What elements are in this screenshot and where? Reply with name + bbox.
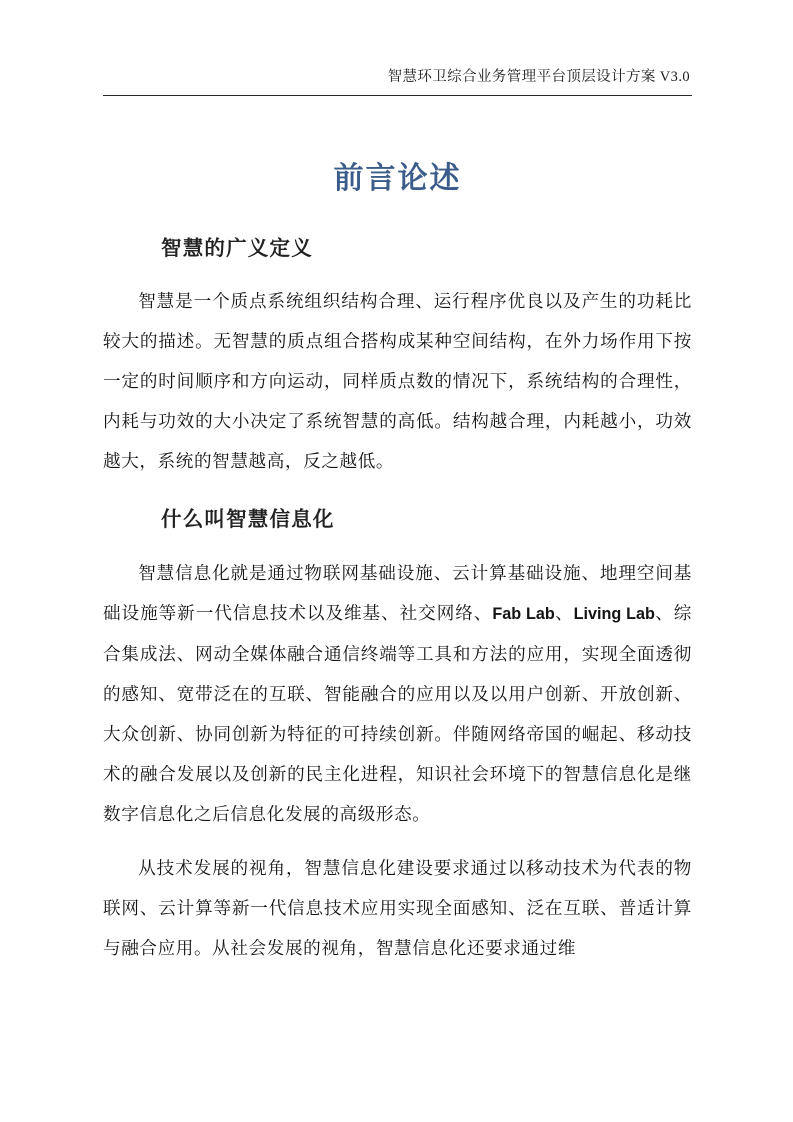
paragraph-text-separator: 、 xyxy=(554,602,574,623)
spacer xyxy=(103,263,692,281)
paragraph-wisdom-definition: 智慧是一个质点系统组织结构合理、运行程序优良以及产生的功耗比较大的描述。无智慧的质点组合搭构成某种空间结构，在外力场作用下按一定的时间顺序和方向运动，同样质点数的情况下，系统结构的合理性，内耗与功效的大小决定了系统智慧的高低。结构越合理，内耗越小，功效越大，系统的智慧越高，反之越低。 xyxy=(103,291,692,472)
spacer xyxy=(103,535,692,553)
term-living-lab: Living Lab xyxy=(573,604,655,623)
section-heading-wisdom-definition: 智慧的广义定义 xyxy=(161,236,313,260)
paragraph-text-prefix: 智慧信息化就是通过物联网基础设施、云计算基础设施、地理空间基础设施等新一代信息技术以及维基、社交网络、 xyxy=(103,562,692,623)
term-fab-lab: Fab Lab xyxy=(492,604,555,623)
spacer xyxy=(103,834,692,848)
header-divider xyxy=(103,95,692,96)
paragraph-text-suffix: 、综合集成法、网动全媒体融合通信终端等工具和方法的应用，实现全面透彻的感知、宽带泛在的互联、智能融合的应用以及以用户创新、开放创新、大众创新、协同创新为特征的可持续创新。伴随网络帝国的崛起、移动技术的融合发展以及创新的民主化进程，知识社会环境下的智慧信息化是继数字信息化之后信息化发展的高级形态。 xyxy=(103,602,693,824)
spacer xyxy=(103,198,692,234)
section-heading-smart-informatization: 什么叫智慧信息化 xyxy=(161,508,335,532)
spacer xyxy=(103,481,692,505)
paragraph-technology-perspective: 从技术发展的视角，智慧信息化建设要求通过以移动技术为代表的物联网、云计算等新一代信息技术应用实现全面感知、泛在互联、普适计算与融合应用。从社会发展的视角，智慧信息化还要求通过维 xyxy=(103,857,692,958)
running-header-title: 智慧环卫综合业务管理平台顶层设计方案 V3.0 xyxy=(387,69,690,85)
document-content xyxy=(103,160,692,968)
page-header xyxy=(103,68,692,96)
page-title: 前言论述 xyxy=(333,162,462,195)
paragraph-smart-informatization-definition xyxy=(103,553,692,834)
